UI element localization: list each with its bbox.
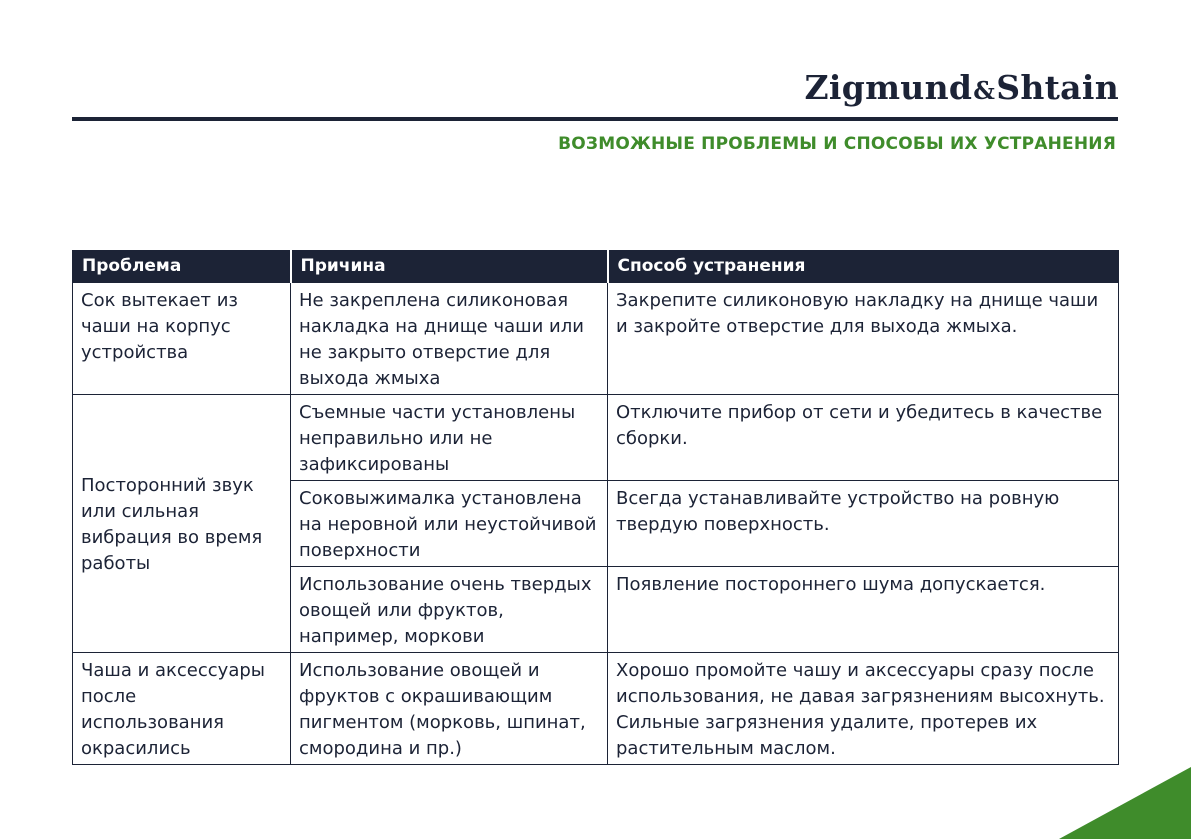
problem-cell: Посторонний звук или сильная вибрация во время работы [73, 394, 291, 652]
header-divider [72, 117, 1118, 121]
problem-cell: Чаша и аксессуары после использования окрасились [73, 652, 291, 764]
solution-cell: Всегда устанавливайте устройство на ровную твердую поверхность. [608, 480, 1119, 566]
column-header-problem: Проблема [73, 250, 291, 282]
page-title: ВОЗМОЖНЫЕ ПРОБЛЕМЫ И СПОСОБЫ ИХ УСТРАНЕНИЯ [558, 134, 1116, 154]
brand-logo [804, 68, 1119, 107]
cause-cell: Съемные части установлены неправильно или не зафиксированы [291, 394, 608, 480]
cause-cell: Не закреплена силиконовая накладка на днище чаши или не закрыто отверстие для выхода жмыха [291, 282, 608, 394]
logo-ampersand: & [973, 76, 996, 105]
table-row [73, 652, 1119, 764]
column-header-solution: Способ устранения [608, 250, 1119, 282]
logo-text-tail: Shtain [996, 68, 1119, 107]
corner-accent-triangle [1059, 767, 1191, 839]
solution-cell: Отключите прибор от сети и убедитесь в качестве сборки. [608, 394, 1119, 480]
cause-cell: Использование очень твердых овощей или фруктов, например, моркови [291, 566, 608, 652]
table-row [73, 282, 1119, 394]
cause-cell: Использование овощей и фруктов с окрашивающим пигментом (морковь, шпинат, смородина и пр.) [291, 652, 608, 764]
solution-cell: Появление постороннего шума допускается. [608, 566, 1119, 652]
solution-cell: Хорошо промойте чашу и аксессуары сразу после использования, не давая загрязнениям высохнуть. Сильные загрязнения удалите, протерев их растительным маслом. [608, 652, 1119, 764]
troubleshooting-table [72, 250, 1119, 765]
table-row [73, 394, 1119, 480]
cause-cell: Соковыжималка установлена на неровной или неустойчивой поверхности [291, 480, 608, 566]
column-header-cause: Причина [291, 250, 608, 282]
problem-cell: Сок вытекает из чаши на корпус устройства [73, 282, 291, 394]
logo-text-main: Zigmund [804, 68, 973, 107]
solution-cell: Закрепите силиконовую накладку на днище чаши и закройте отверстие для выхода жмыха. [608, 282, 1119, 394]
table-header-row [73, 250, 1119, 282]
